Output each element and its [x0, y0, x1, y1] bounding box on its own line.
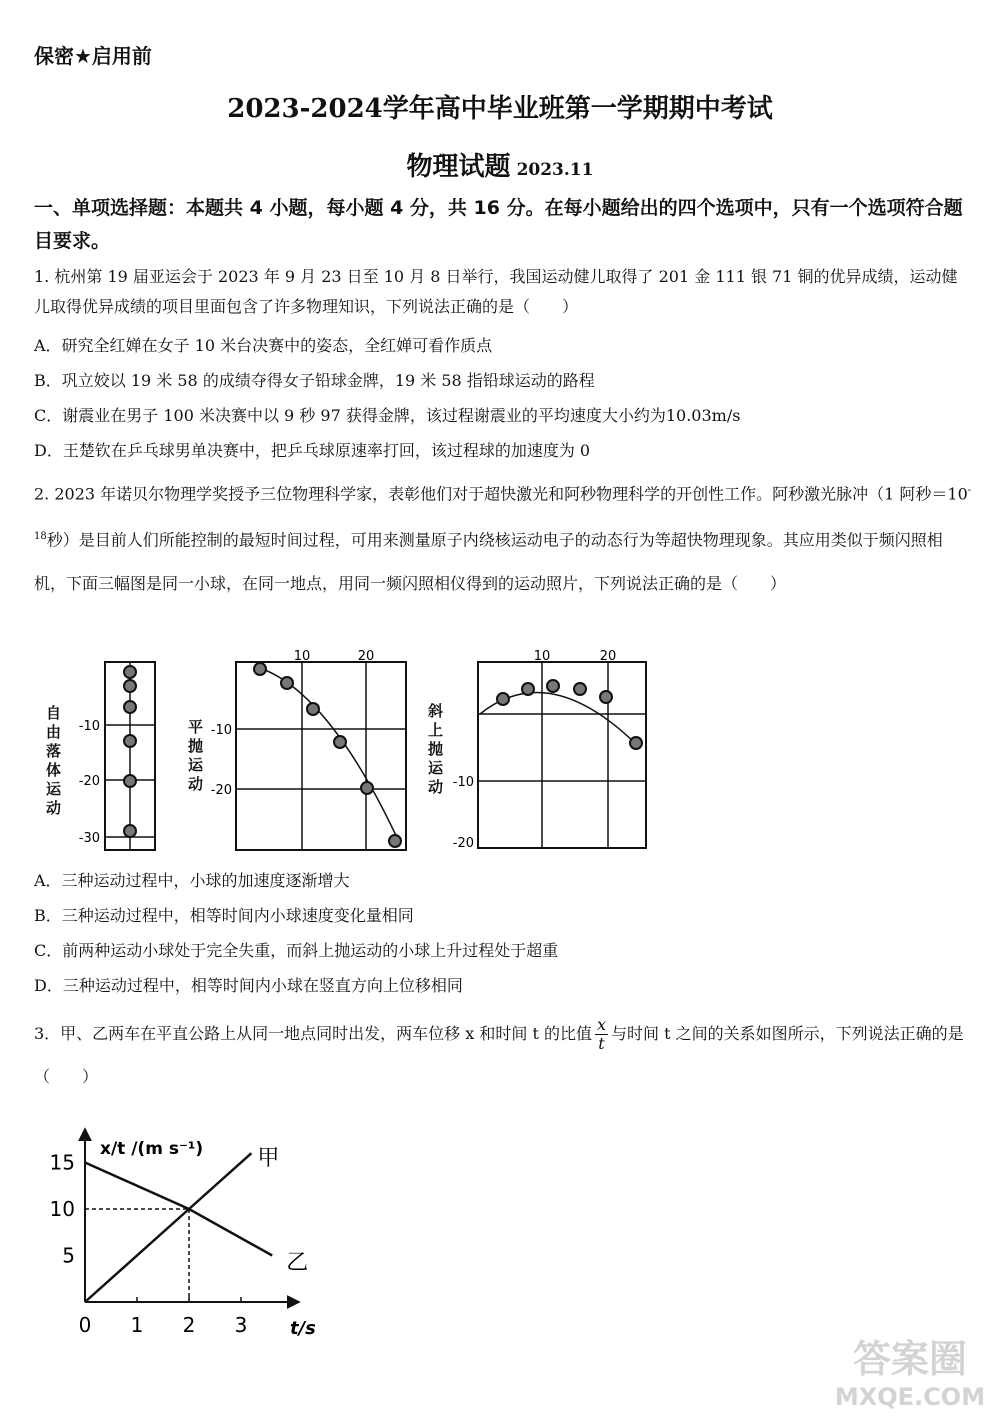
- exam-subject: [0, 146, 1000, 183]
- tick-label: 10: [293, 649, 311, 664]
- watermark-url: MXQE.COM: [834, 1383, 986, 1411]
- x-tick-label: 2: [182, 1313, 196, 1337]
- x-tick-label: 3: [234, 1313, 248, 1337]
- subject-name: 物理试题: [406, 152, 511, 182]
- q2-figure: [40, 648, 680, 858]
- horizontal-projectile-panel: [211, 649, 406, 850]
- q2-stem-part1: 2. 2023 年诺贝尔物理学奖授予三位物理科学家，表彰他们对于超快激光和阿秒物理科学的开创性工作。阿秒激光脉冲（1 阿秒＝10: [34, 484, 968, 504]
- tick-label: 20: [357, 649, 375, 664]
- q1-stem: 1. 杭州第 19 届亚运会于 2023 年 9 月 23 日至 10 月 8 日举行，我国运动健儿取得了 201 金 111 银 71 铜的优异成绩，运动健儿取得优异成绩的项目里面包含了许多物理知识，下列说法正确的是（ ）: [34, 267, 958, 316]
- q1-option-c: C．谢震业在男子 100 米决赛中以 9 秒 97 获得金牌，该过程谢震业的平均速度大小约为10.03m/s: [34, 406, 741, 425]
- x-tick-label: 1: [130, 1313, 144, 1337]
- q3-chart: [40, 1108, 340, 1348]
- free-fall-panel: [79, 662, 155, 850]
- q1-option-a: A．研究全红婵在女子 10 米台决赛中的姿态，全红婵可看作质点: [34, 336, 493, 355]
- tick-label: 20: [599, 649, 617, 664]
- watermark-logo: 答案圈: [852, 1337, 967, 1381]
- q2-option-b: B．三种运动过程中，相等时间内小球速度变化量相同: [34, 906, 414, 925]
- tick-label: -20: [210, 783, 232, 798]
- tick-label: -20: [78, 774, 100, 789]
- q1-option-d: D．王楚钦在乒乓球男单决赛中，把乒乓球原速率打回，该过程球的加速度为 0: [34, 441, 591, 460]
- tick-label: -10: [452, 775, 474, 790]
- series-label: 乙: [286, 1250, 309, 1276]
- y-axis-label: x/t /(m s⁻¹): [100, 1139, 204, 1159]
- exam-title: 2023-2024学年高中毕业班第一学期期中考试: [227, 94, 773, 124]
- x-over-t-fraction: [595, 1016, 608, 1053]
- tick-label: -20: [452, 836, 474, 851]
- tick-label: -30: [78, 831, 100, 846]
- q3-stem-part1: 3．甲、乙两车在平直公路上从同一地点同时出发，两车位移 x 和时间 t 的比值: [34, 1024, 592, 1043]
- q2-stem-part2: 秒）是目前人们所能控制的最短时间过程，可用来测量原子内绕核运动电子的动态行为等超快物理现象。其应用类似于频闪照相机，下面三幅图是同一小球，在同一地点，用同一频闪照相仪得到的运动照片，下列说法正确的是（ ）: [34, 530, 943, 593]
- series-line-jia: [85, 1153, 251, 1302]
- series-label: 甲: [257, 1146, 280, 1172]
- frac-denominator: t: [598, 1034, 605, 1053]
- q2-option-d: D．三种运动过程中，相等时间内小球在竖直方向上位移相同: [34, 976, 463, 995]
- q1-option-b: B．巩立姣以 19 米 58 的成绩夺得女子铅球金牌，19 米 58 指铅球运动的路程: [34, 371, 595, 390]
- exam-date: 2023.11: [516, 160, 594, 180]
- q2-option-a: A．三种运动过程中，小球的加速度逐渐增大: [34, 871, 350, 890]
- q2-exponent: -18: [34, 485, 972, 543]
- q3-stem: [34, 1012, 972, 1098]
- q3-stem-part2: 与时间 t 之间的关系如图所示，下列说法正确的是（ ）: [34, 1024, 964, 1086]
- x-axis-label: t/s: [290, 1318, 316, 1339]
- q2-stem: [34, 469, 972, 605]
- panel-label-oblique: 斜 上 抛 运 动: [428, 702, 444, 796]
- tick-label: 10: [533, 649, 551, 664]
- q2-option-c: C．前两种运动小球处于完全失重，而斜上抛运动的小球上升过程处于超重: [34, 941, 559, 960]
- y-tick-label: 5: [62, 1243, 75, 1268]
- watermark: [830, 1328, 990, 1418]
- section-heading: 一、单项选择题：本题共 4 小题，每小题 4 分，共 16 分。在每小题给出的四个选项中，只有一个选项符合题目要求。: [34, 197, 963, 252]
- tick-label: -10: [210, 723, 232, 738]
- panel-label-free-fall: 自 由 落 体 运 动: [46, 704, 62, 817]
- tick-label: -10: [78, 719, 100, 734]
- x-tick-label: 0: [78, 1313, 92, 1337]
- panel-label-horizontal: 平 抛 运 动: [188, 718, 204, 793]
- y-tick-label: 10: [49, 1197, 75, 1221]
- confidential-mark: 保密★启用前: [34, 44, 152, 68]
- y-tick-label: 15: [49, 1150, 75, 1175]
- oblique-projectile-panel: [453, 649, 646, 851]
- frac-numerator: x: [596, 1015, 607, 1034]
